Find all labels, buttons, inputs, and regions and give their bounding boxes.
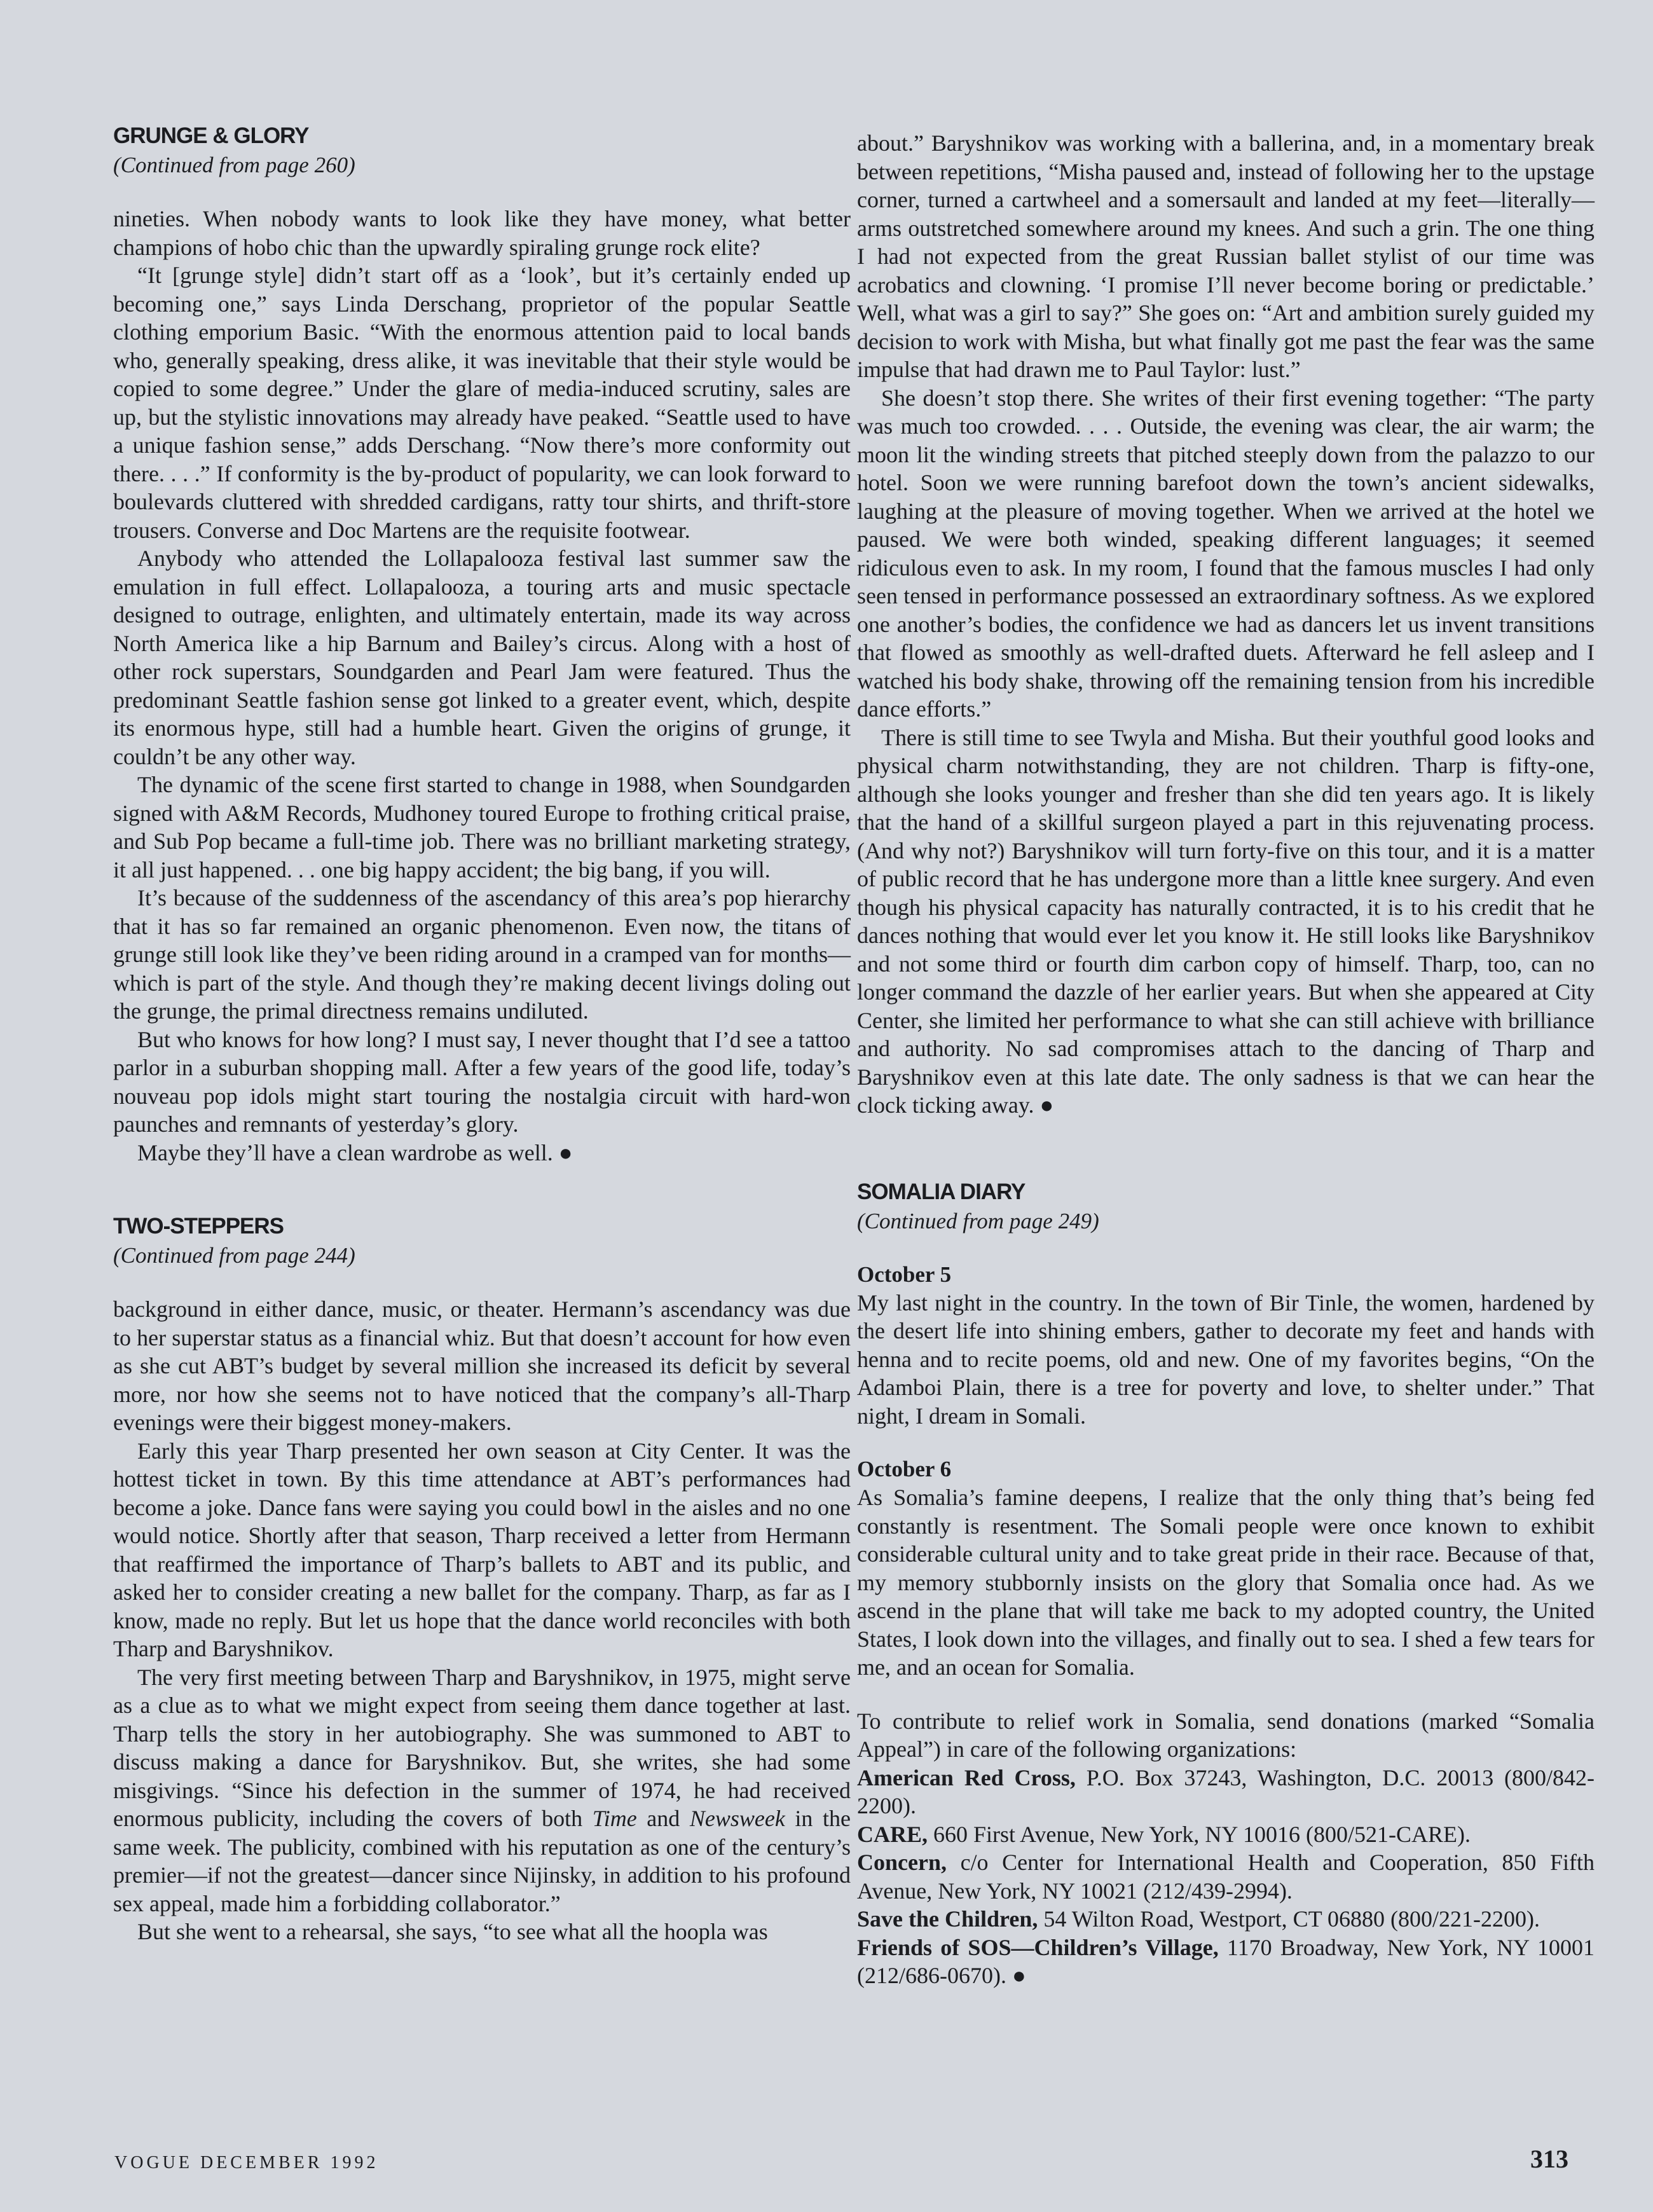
- organization-entry: [857, 1934, 1595, 1990]
- paragraph: Maybe they’ll have a clean wardrobe as well. ●: [137, 1139, 573, 1165]
- paragraph: The dynamic of the scene first started to change in 1988, when Soundgarden signed with A&M Records, Mudhoney toured Europe to frothing critical praise, and Sub Pop became a full-time job. There was no brilliant marketing strategy, it all just happened. . . one big happy accident; the big bang, if you will.: [113, 772, 851, 883]
- organization-entry: [857, 1905, 1595, 1934]
- organization-name: Friends of SOS—Children’s Village,: [857, 1934, 1219, 1960]
- organization-address: P.O. Box 37243, Washington, D.C. 20013 (800/842-2200).: [857, 1764, 1595, 1818]
- continued-note-two-steppers: (Continued from page 244): [113, 1243, 355, 1268]
- organization-name: Save the Children,: [857, 1906, 1038, 1932]
- left-column: [113, 121, 851, 1946]
- section-title-two-steppers: TWO-STEPPERS: [113, 1214, 284, 1239]
- organization-list: [857, 1764, 1595, 1990]
- continued-note-grunge: (Continued from page 260): [113, 153, 355, 177]
- section-title-grunge: GRUNGE & GLORY: [113, 123, 309, 148]
- contribute-note: To contribute to relief work in Somalia, send donations (marked “Somalia Appeal”) in care of the following organizations:: [857, 1708, 1595, 1762]
- organization-name: American Red Cross,: [857, 1764, 1076, 1790]
- organization-name: Concern,: [857, 1850, 947, 1875]
- paragraph: But who knows for how long? I must say, I never thought that I’d see a tattoo parlor in a suburban shopping mall. After a few years of the good life, today’s nouveau pop idols might start touring the nostalgia circuit with hard-won paunches and remnants of yesterday’s glory.: [113, 1026, 851, 1137]
- organization-name: CARE,: [857, 1821, 928, 1847]
- paragraph: It’s because of the suddenness of the ascendancy of this area’s pop hierarchy that it has so far remained an organic phenomenon. Even now, the titans of grunge still look like they’ve been riding around in a cramped van for months—which is part of the style. And though they’re making decent livings doling out the grunge, the primal directness remains undiluted.: [113, 885, 851, 1024]
- page-number: 313: [1530, 2145, 1568, 2173]
- magazine-folio: VOGUE DECEMBER 1992: [114, 2153, 379, 2173]
- diary-date: October 6: [857, 1457, 952, 1481]
- paragraph: “It [grunge style] didn’t start off as a ‘look’, but it’s certainly ended up becoming one,” says Linda Derschang, proprietor of the popular Seattle clothing emporium Basic. “With the enormous attention paid to local bands who, generally speaking, dress alike, it was inevitable that their style would be copied to some degree.” Under the glare of media-induced scrutiny, sales are up, but the stylistic innovations may already have peaked. “Seattle used to have a unique fashion sense,” adds Derschang. “Now there’s more conformity out there. . . .” If conformity is the by-product of popularity, we can look forward to boulevards cluttered with shredded cardigans, ratty tour shirts, and thrift-store trousers. Converse and Doc Martens are the requisite footwear.: [113, 263, 851, 543]
- continued-note-somalia: (Continued from page 249): [857, 1208, 1099, 1233]
- diary-date: October 5: [857, 1261, 952, 1287]
- paragraph: background in either dance, music, or theater. Hermann’s ascendancy was due to her superstar status as a financial whiz. But that doesn’t account for how even as she cut ABT’s budget by several million she increased its deficit by several more, nor how she seems not to have noticed that the company’s all-Tharp evenings were their biggest money-makers.: [113, 1296, 851, 1435]
- paragraph: As Somalia’s famine deepens, I realize that the only thing that’s being fed constantly is resentment. The Somali people were once known to exhibit considerable cultural unity and to take great pride in their race. Because of that, my memory stubbornly insists on the glory that Somalia once had. As we ascend in the plane that will take me back to my adopted country, the United States, I look down into the villages, and finally out to sea. I shed a few tears for me, and an ocean for Somalia.: [857, 1485, 1595, 1680]
- paragraph: nineties. When nobody wants to look like they have money, what better champions of hobo chic than the upwardly spiraling grunge rock elite?: [113, 206, 851, 260]
- section-title-somalia: SOMALIA DIARY: [857, 1179, 1025, 1204]
- organization-entry: [857, 1820, 1595, 1849]
- paragraph-continued: about.” Baryshnikov was working with a ballerina, and, in a momentary break between repetitions, “Misha paused and, instead of following her to the upstage corner, turned a cartwheel and a somersault and landed at my feet—literally—arms outstretched somewhere around my knees. And such a grin. The one thing I had not expected from the great Russian ballet stylist of our time was acrobatics and clowning. ‘I promise I’ll never become boring or predictable.’ Well, what was a girl to say?” She goes on: “Art and ambition surely guided my decision to work with Misha, but what finally got me past the fear was the same impulse that had drawn me to Paul Taylor: lust.”: [857, 130, 1595, 382]
- organization-address: 54 Wilton Road, Westport, CT 06880 (800/221-2200).: [1038, 1906, 1540, 1932]
- organization-address: 1170 Broadway, New York, NY 10001 (212/686-0670). ●: [857, 1934, 1595, 1988]
- organization-address: 660 First Avenue, New York, NY 10016 (800/521-CARE).: [928, 1821, 1471, 1847]
- paragraph: My last night in the country. In the town of Bir Tinle, the women, hardened by the desert life into shining embers, gather to decorate my feet and hands with henna and to recite poems, old and new. One of my favorites begins, “On the Adamboi Plain, there is a tree for poverty and love, to shelter under.” That night, I dream in Somali.: [857, 1289, 1595, 1429]
- organization-address: c/o Center for International Health and Cooperation, 850 Fifth Avenue, New York, NY 10021 (212/439-2994).: [857, 1850, 1595, 1904]
- paragraph: The very first meeting between Tharp and Baryshnikov, in 1975, might serve as a clue as to what we might expect from seeing them dance together at last. Tharp tells the story in her autobiography. She was summoned to ABT to discuss making a dance for Baryshnikov. But, she writes, she had some misgivings. “Since his defection in the summer of 1974, he had received enormous publicity, including the covers of both Time and Newsweek in the same week. The publicity, combined with his reputation as one of the century’s premier—if not the greatest—dancer since Nijinsky, in addition to his profound sex appeal, made him a forbidding collaborator.”: [113, 1664, 851, 1916]
- paragraph: She doesn’t stop there. She writes of their first evening together: “The party was much too crowded. . . . Outside, the evening was clear, the air warm; the moon lit the winding streets that pitched steeply down from the palazzo to our hotel. Soon we were running barefoot down the town’s ancient sidewalks, laughing at the pleasure of moving together. When we arrived at the hotel we paused. We were both winded, speaking different languages; it seemed ridiculous even to ask. In my room, I found that the famous muscles I had only seen tensed in performance possessed an extraordinary softness. As we explored one another’s bodies, the confidence we had as dancers let us invent transitions that flowed as smoothly as well-drafted duets. Afterward he fell asleep and I watched his body shake, throwing off the remaining tension from his incredible dance efforts.”: [857, 385, 1595, 722]
- organization-entry: [857, 1848, 1595, 1905]
- paragraph: Anybody who attended the Lollapalooza festival last summer saw the emulation in full effect. Lollapalooza, a touring arts and music spectacle designed to outrage, enlighten, and ultimately entertain, made its way across North America like a hip Barnum and Bailey’s circus. Along with a host of other rock superstars, Soundgarden and Pearl Jam were featured. Thus the predominant Seattle fashion sense got linked to a greater event, which, despite its enormous hype, still had a humble heart. Given the origins of grunge, it couldn’t be any other way.: [113, 546, 851, 769]
- paragraph: Early this year Tharp presented her own season at City Center. It was the hottest ticket in town. By this time attendance at ABT’s performances had become a joke. Dance fans were saying you could bowl in the aisles and no one would notice. Shortly after that season, Tharp received a letter from Hermann that reaffirmed the importance of Tharp’s ballets to ABT and its public, and asked her to consider creating a new ballet for the company. Tharp, as far as I know, made no reply. But let us hope that the dance world reconciles with both Tharp and Baryshnikov.: [113, 1438, 851, 1661]
- paragraph-continues: But she went to a rehearsal, she says, “to see what all the hoopla was: [137, 1919, 768, 1944]
- paragraph: There is still time to see Twyla and Misha. But their youthful good looks and physical charm notwithstanding, they are not children. Tharp is fifty-one, although she looks younger and fresher than she did ten years ago. It is likely that the hand of a skillful surgeon played a part in this rejuvenating process. (And why not?) Baryshnikov will turn forty-five on this tour, and it is a matter of public record that he has undergone more than a little knee surgery. And even though his physical capacity has naturally contracted, it is to his credit that he dances nothing that would ever let you know it. He still looks like Baryshnikov and not some third or fourth dim carbon copy of himself. Tharp, too, can no longer command the dazzle of her earlier years. But when she appeared at City Center, she limited her performance to what she can still achieve with brilliance and authority. No sad compromises attach to the dancing of Tharp and Baryshnikov even at this late date. The only sadness is that we can hear the clock ticking away. ●: [857, 724, 1595, 1118]
- organization-entry: [857, 1764, 1595, 1820]
- right-column: [857, 129, 1595, 1990]
